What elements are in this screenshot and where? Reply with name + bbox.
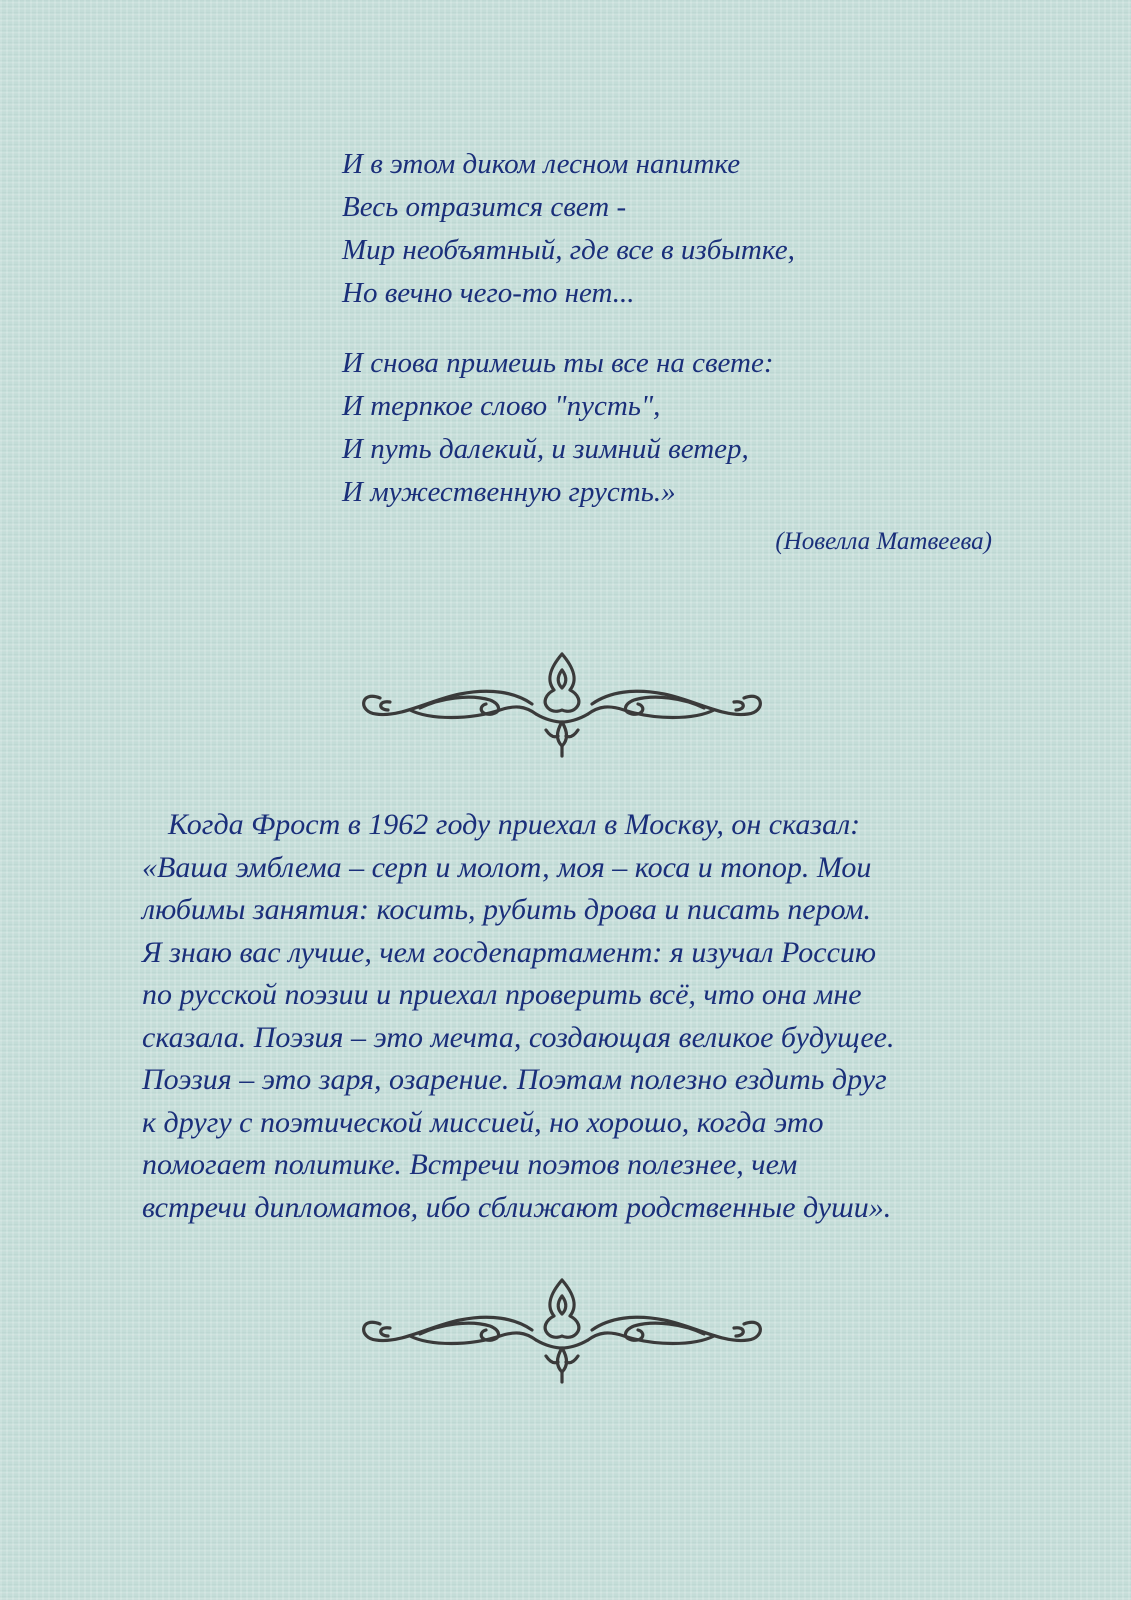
paragraph-line: «Ваша эмблема – серп и молот, моя – коса и топор. Мои	[142, 850, 872, 884]
paragraph-line: Когда Фрост в 1962 году приехал в Москву, он сказал:	[168, 808, 861, 841]
paragraph-line: любимы занятия: косить, рубить дрова и писать пером.	[142, 893, 872, 926]
poem	[342, 143, 1002, 514]
poem-line: И мужественную грусть.»	[342, 476, 676, 508]
poem-line: Но вечно чего-то нет...	[342, 277, 635, 309]
paragraph-line: Поэзия – это заря, озарение. Поэтам полезно ездить друг	[142, 1063, 887, 1096]
paragraph-line: к другу с поэтической миссией, но хорошо, когда это	[142, 1105, 824, 1139]
poem-attribution: (Новелла Матвеева)	[775, 528, 992, 555]
paragraph-line: сказала. Поэзия – это мечта, создающая великое будущее.	[142, 1020, 895, 1054]
poem-line: И путь далекий, и зимний ветер,	[342, 433, 749, 465]
paragraph-line: помогает политике. Встречи поэтов полезнее, чем	[142, 1148, 798, 1181]
paragraph-line: встречи дипломатов, ибо сближают родственные души».	[142, 1190, 892, 1224]
paragraph-line: Я знаю вас лучше, чем госдепартамент: я изучал Россию	[142, 935, 877, 969]
frost-quote-paragraph	[142, 804, 1002, 1229]
poem-line: И терпкое слово "пусть",	[342, 390, 661, 422]
stanza-gap	[342, 315, 1002, 342]
poem-line: Мир необъятный, где все в избытке,	[342, 234, 795, 266]
ornamental-flourish-divider-icon	[350, 650, 774, 760]
paragraph-line: по русской поэзии и приехал проверить всё, что она мне	[142, 978, 862, 1011]
ornamental-flourish-divider-icon	[350, 1276, 774, 1386]
poem-line: Весь отразится свет -	[342, 191, 627, 223]
poem-line: И в этом диком лесном напитке	[342, 148, 741, 180]
poem-line: И снова примешь ты все на свете:	[342, 347, 774, 379]
